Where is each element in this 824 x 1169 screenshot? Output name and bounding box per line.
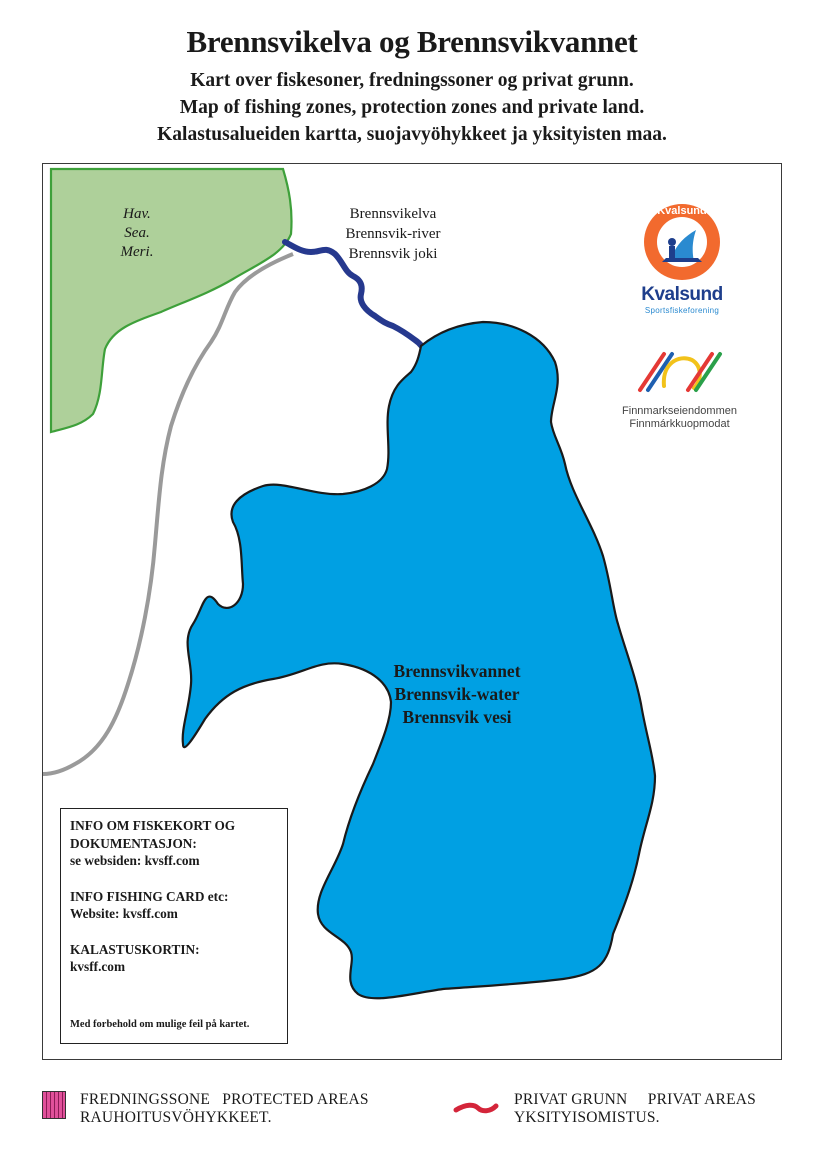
river-label-en: Brennsvik-river — [345, 226, 441, 242]
subtitle-norwegian: Kart over fiskesoner, fredningssoner og privat grunn. — [190, 70, 634, 91]
river-label-no: Brennsvikelva — [349, 206, 437, 222]
finnmark-emblem-icon — [612, 344, 747, 396]
lake-label — [352, 660, 562, 729]
info-no-line3: se websiden: kvsff.com — [70, 853, 200, 868]
info-no-line2: DOKUMENTASJON: — [70, 835, 197, 851]
legend-private-line2: YKSITYISOMISTUS. — [514, 1109, 660, 1126]
info-en-line2: Website: kvsff.com — [70, 906, 178, 921]
info-no-line1: INFO OM FISKEKORT OG — [70, 818, 236, 833]
legend-protected — [80, 1091, 369, 1127]
finnmark-logo — [612, 344, 747, 434]
subtitle-finnish: Kalastusalueiden kartta, suojavyöhykkeet ja yksityisten maa. — [157, 124, 667, 145]
info-box — [60, 808, 288, 1044]
legend-protected-line1: FREDNINGSSONE PROTECTED AREAS — [80, 1091, 369, 1108]
sea-label — [92, 205, 182, 262]
subtitle-english: Map of fishing zones, protection zones and private land. — [179, 97, 645, 118]
info-english — [70, 888, 278, 923]
info-disclaimer: Med forbehold om mulige feil på kartet. — [70, 1018, 250, 1030]
finnmark-name-no: Finnmarkseiendommen — [622, 405, 737, 417]
kvalsund-wordmark: Kvalsund — [641, 284, 723, 305]
protected-area-swatch-icon — [42, 1091, 66, 1119]
kvalsund-ring-text: Kvalsund — [657, 205, 707, 217]
kvalsund-ring-icon — [632, 200, 732, 284]
river-label — [318, 204, 468, 264]
sea-label-fi: Meri. — [120, 244, 154, 260]
info-en-line1: INFO FISHING CARD etc: — [70, 888, 229, 904]
lake-label-en: Brennsvik-water — [394, 684, 520, 704]
sea-label-en: Sea. — [124, 225, 150, 241]
map-title: Brennsvikelva og Brennsvikvannet — [186, 24, 638, 59]
legend-private-line1: PRIVAT GRUNN PRIVAT AREAS — [514, 1091, 756, 1108]
info-finnish — [70, 941, 278, 976]
info-fi-line1: KALASTUSKORTIN: — [70, 941, 200, 957]
lake-label-no: Brennsvikvannet — [393, 661, 521, 681]
legend-protected-line2: RAUHOITUSVÖHYKKEET. — [80, 1109, 272, 1126]
finnmark-name-se: Finnmárkkuopmodat — [629, 418, 730, 430]
info-fi-line2: kvsff.com — [70, 959, 126, 974]
kvalsund-logo — [632, 200, 732, 320]
legend-private — [514, 1091, 756, 1127]
private-area-line-icon — [452, 1100, 500, 1116]
kvalsund-subtitle: Sportsfiskeforening — [644, 306, 720, 315]
sea-label-no: Hav. — [123, 206, 151, 222]
info-norwegian — [70, 817, 278, 870]
lake-label-fi: Brennsvik vesi — [402, 707, 512, 727]
river-label-fi: Brennsvik joki — [348, 246, 438, 262]
